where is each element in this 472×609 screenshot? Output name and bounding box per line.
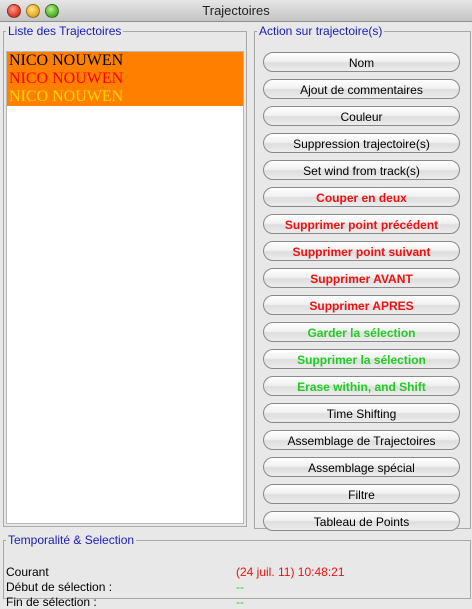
- points-table-button[interactable]: Tableau de Points: [263, 511, 460, 531]
- delete-after-button[interactable]: Supprimer APRES: [263, 295, 460, 315]
- erase-within-and-shift-button[interactable]: Erase within, and Shift: [263, 376, 460, 396]
- selection-start-label: Début de sélection :: [6, 580, 113, 594]
- filter-button[interactable]: Filtre: [263, 484, 460, 504]
- set-wind-from-tracks-button[interactable]: Set wind from track(s): [263, 160, 460, 180]
- selection-end-label: Fin de sélection :: [6, 595, 97, 609]
- selection-start-value: --: [236, 580, 244, 594]
- trajectory-list-item[interactable]: NICO NOUWEN: [9, 70, 124, 87]
- selection-end-value: --: [236, 595, 244, 609]
- time-shifting-button[interactable]: Time Shifting: [263, 403, 460, 423]
- temporal-selection-title: Temporalité & Selection: [8, 533, 135, 547]
- current-time-value: (24 juil. 11) 10:48:21: [236, 565, 345, 579]
- color-button[interactable]: Couleur: [263, 106, 460, 126]
- title-bar: [0, 0, 472, 22]
- trajectory-actions-panel: [254, 24, 471, 529]
- current-time-label: Courant: [6, 565, 49, 579]
- keep-selection-button[interactable]: Garder la sélection: [263, 322, 460, 342]
- trajectory-list[interactable]: [6, 51, 244, 524]
- special-merge-button[interactable]: Assemblage spécial: [263, 457, 460, 477]
- trajectory-list-selection: [7, 52, 243, 106]
- delete-next-point-button[interactable]: Supprimer point suivant: [263, 241, 460, 261]
- delete-previous-point-button[interactable]: Supprimer point précédent: [263, 214, 460, 234]
- trajectory-actions-title: Action sur trajectoire(s): [259, 24, 383, 38]
- trajectory-list-item[interactable]: NICO NOUWEN: [9, 88, 124, 105]
- temporal-selection-panel: [3, 533, 471, 609]
- delete-before-button[interactable]: Supprimer AVANT: [263, 268, 460, 288]
- split-in-two-button[interactable]: Couper en deux: [263, 187, 460, 207]
- add-comments-button[interactable]: Ajout de commentaires: [263, 79, 460, 99]
- trajectory-list-title: Liste des Trajectoires: [8, 24, 122, 38]
- merge-trajectories-button[interactable]: Assemblage de Trajectoires: [263, 430, 460, 450]
- delete-selection-button[interactable]: Supprimer la sélection: [263, 349, 460, 369]
- window-title: Trajectoires: [202, 3, 270, 18]
- trajectory-list-item[interactable]: NICO NOUWEN: [9, 52, 124, 69]
- delete-trajectories-button[interactable]: Suppression trajectoire(s): [263, 133, 460, 153]
- trajectory-list-panel: [3, 24, 247, 527]
- name-button[interactable]: Nom: [263, 52, 460, 72]
